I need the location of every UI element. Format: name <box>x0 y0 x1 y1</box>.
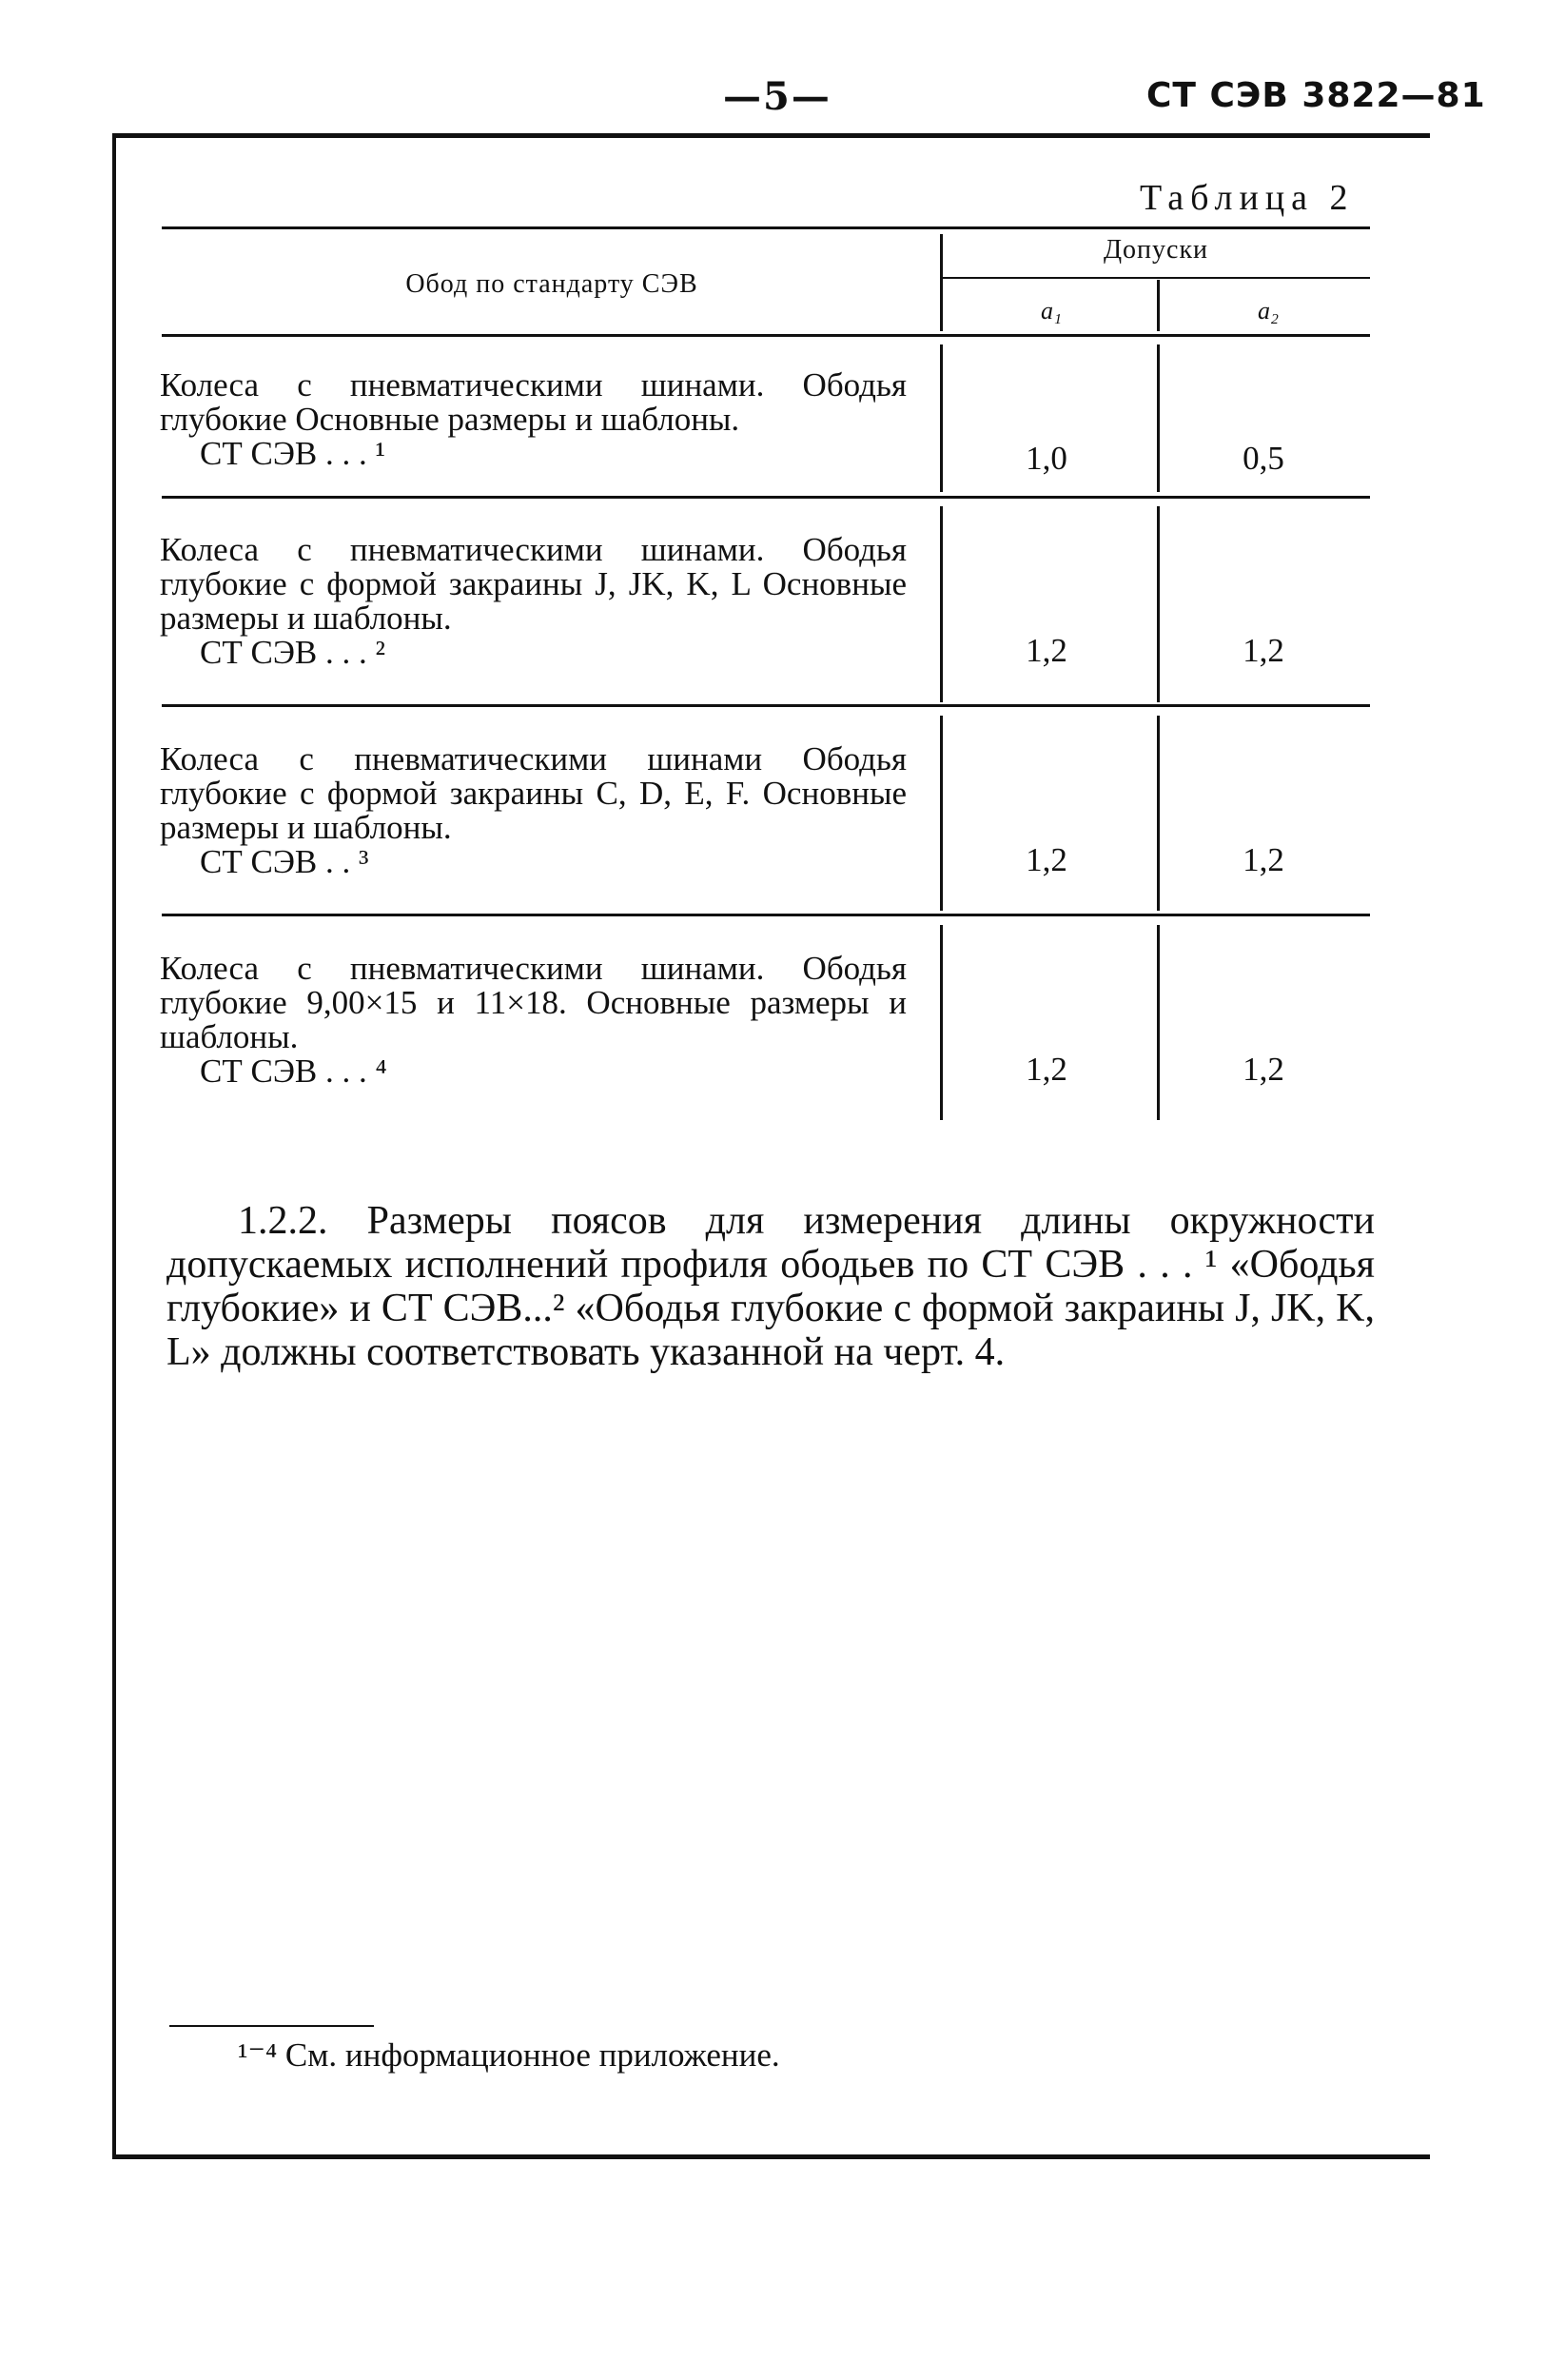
row-description <box>160 533 907 670</box>
row-description <box>160 952 907 1089</box>
row-vertical-rule <box>940 716 943 911</box>
row-standard: СТ СЭВ . . . ² <box>200 634 386 671</box>
row-standard: СТ СЭВ . . . ¹ <box>200 435 386 472</box>
header-vertical-rule <box>940 234 943 331</box>
header-group-rule <box>942 277 1370 279</box>
row-vertical-rule <box>940 925 943 1120</box>
row-vertical-rule <box>940 506 943 702</box>
paragraph-1-2-2: 1.2.2. Размеры поясов для измерения длины окружности допускаемых исполнений профиля ободьев по СТ СЭВ . . . ¹ «Ободья глубокие» и СТ СЭВ...² «Ободья глубокие с формой закраины J, JK, K, L» должны соответствовать указанной на черт. 4. <box>166 1199 1375 1374</box>
row-title: Колеса с пневматическими шинами Ободья глубокие с формой закраины C, D, E, F. Основные размеры и шаблоны. <box>160 740 907 846</box>
frame-bottom-rule <box>112 2154 1430 2159</box>
cell-a2: 1,2 <box>1243 632 1284 669</box>
header-vertical-rule <box>1157 280 1160 331</box>
table-top-rule <box>162 226 1370 229</box>
frame-left-rule <box>112 133 116 2158</box>
row-vertical-rule <box>940 344 943 492</box>
footnote: ¹⁻⁴ См. информационное приложение. <box>238 2036 780 2074</box>
row-vertical-rule <box>1157 344 1160 492</box>
row-vertical-rule <box>1157 716 1160 911</box>
cell-a1: 1,2 <box>1026 841 1067 878</box>
table-caption: Таблица 2 <box>1140 178 1355 218</box>
row-vertical-rule <box>1157 925 1160 1120</box>
column-header-rim: Обод по стандарту СЭВ <box>405 269 698 299</box>
row-separator <box>162 496 1370 499</box>
column-header-tolerances: Допуски <box>1103 235 1209 265</box>
column-header-a2: a₂ <box>1257 297 1280 325</box>
row-title: Колеса с пневматическими шинами. Ободья глубокие с формой закраины J, JK, K, L Основные размеры и шаблоны. <box>160 531 907 637</box>
column-header-a1: a₁ <box>1040 297 1063 325</box>
row-description <box>160 742 907 879</box>
header-bottom-rule <box>162 334 1370 337</box>
row-title: Колеса с пневматическими шинами. Ободья глубокие Основные размеры и шаблоны. <box>160 366 907 438</box>
row-vertical-rule <box>1157 506 1160 702</box>
page-number: —5— <box>723 74 832 119</box>
cell-a1: 1,0 <box>1026 440 1067 477</box>
row-description <box>160 368 907 471</box>
cell-a2: 0,5 <box>1243 440 1284 477</box>
cell-a2: 1,2 <box>1243 841 1284 878</box>
footnote-rule <box>169 2025 374 2027</box>
frame-top-rule <box>112 133 1430 138</box>
cell-a1: 1,2 <box>1026 632 1067 669</box>
row-separator <box>162 914 1370 916</box>
row-standard: СТ СЭВ . . ³ <box>200 843 369 880</box>
row-standard: СТ СЭВ . . . ⁴ <box>200 1052 387 1090</box>
row-separator <box>162 704 1370 707</box>
row-title: Колеса с пневматическими шинами. Ободья глубокие 9,00×15 и 11×18. Основные размеры и шаблоны. <box>160 950 907 1055</box>
document-code: СТ СЭВ 3822—81 <box>1146 76 1486 115</box>
cell-a2: 1,2 <box>1243 1051 1284 1088</box>
cell-a1: 1,2 <box>1026 1051 1067 1088</box>
